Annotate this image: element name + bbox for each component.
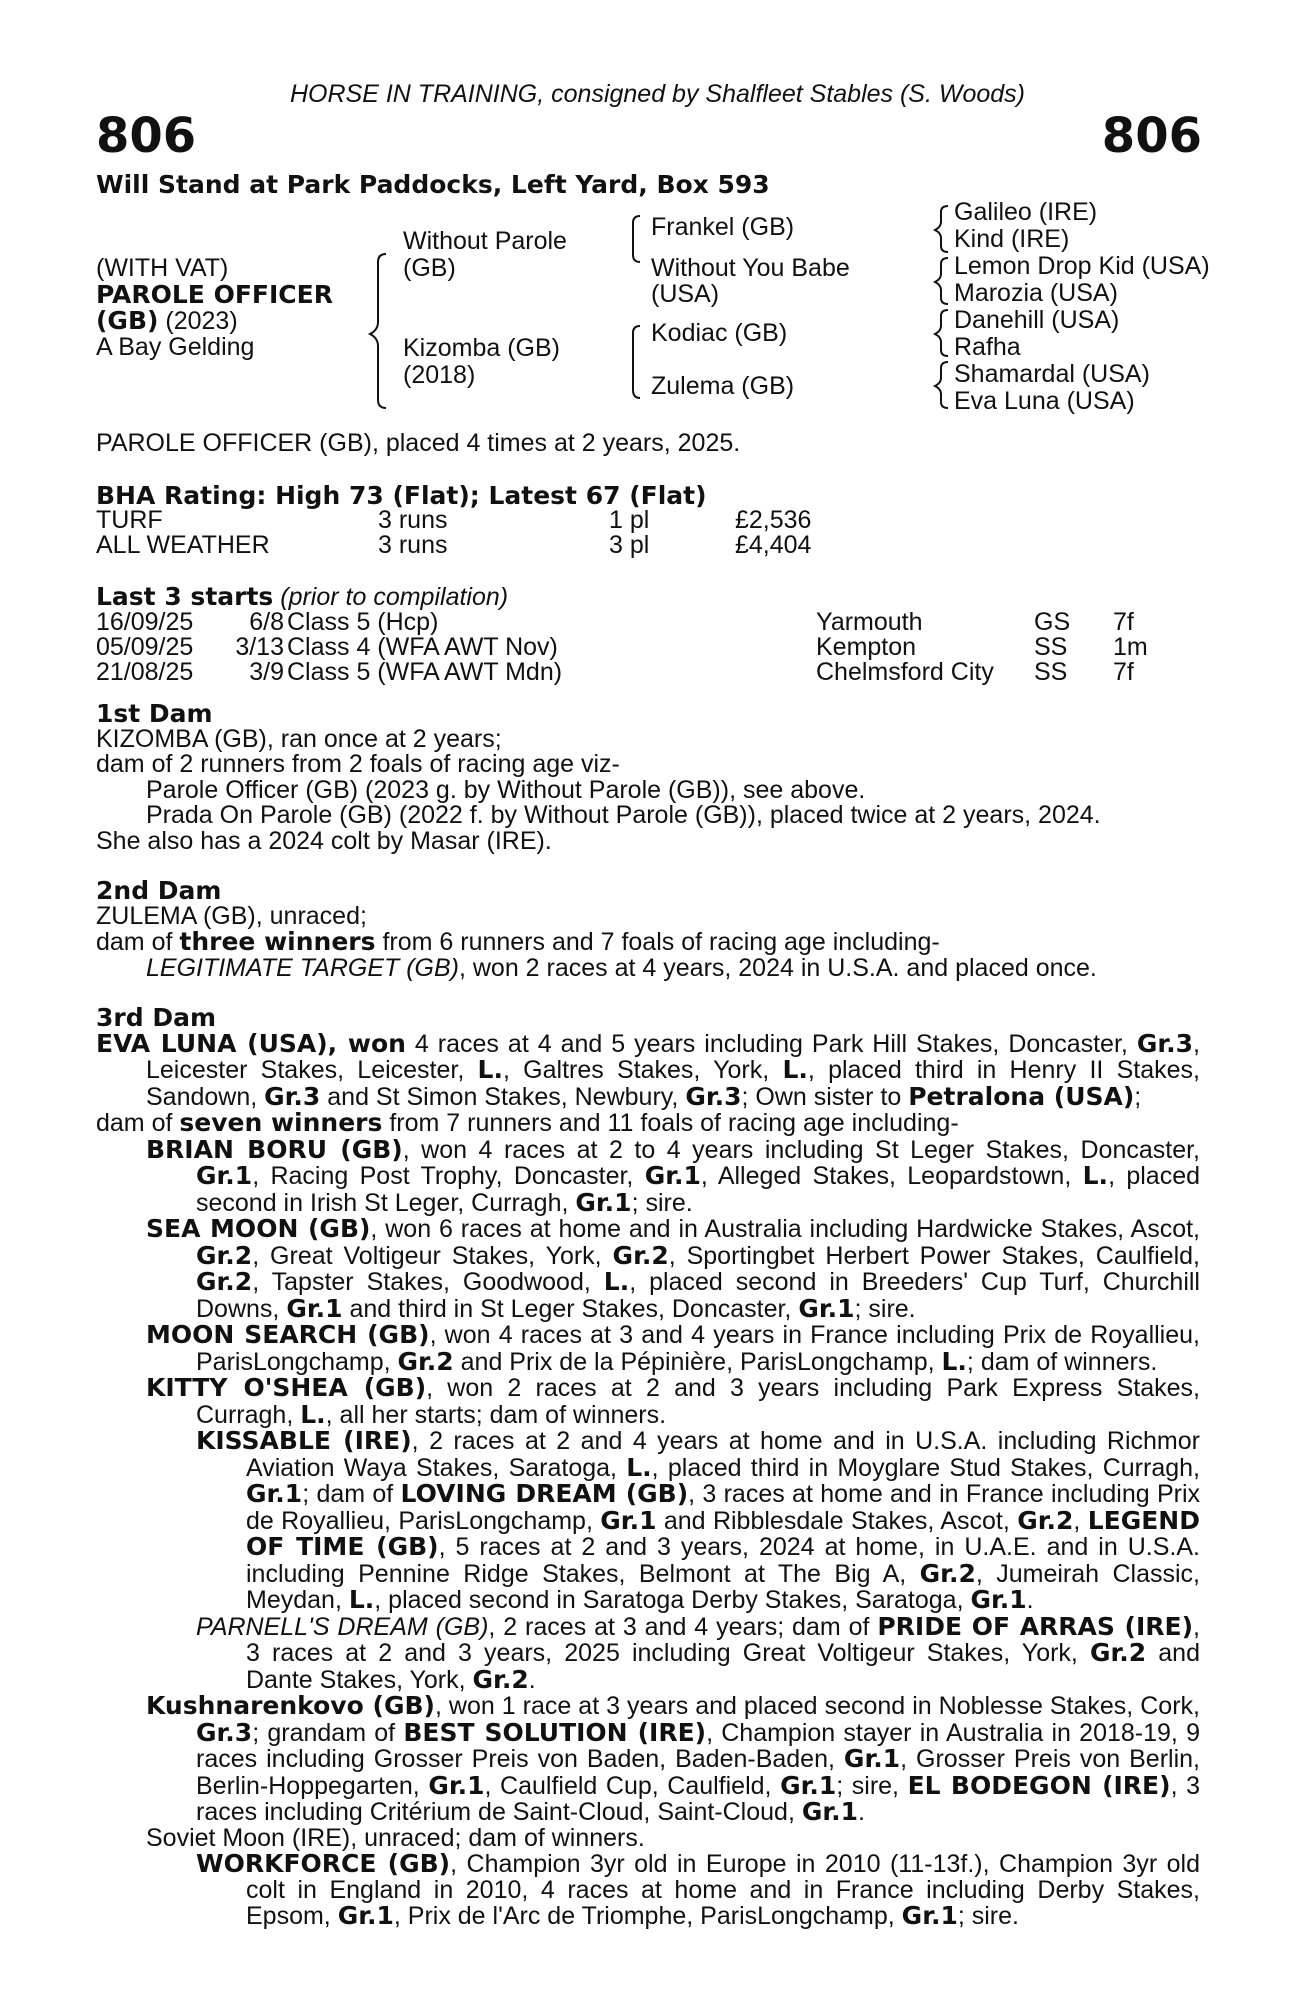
progeny-name: KISSABLE (IRE) bbox=[196, 1426, 412, 1455]
progeny-name: KITTY O'SHEA (GB) bbox=[146, 1373, 427, 1402]
vat-note: (WITH VAT) bbox=[96, 254, 229, 282]
listed: L. bbox=[626, 1452, 652, 1482]
grade: Gr.2 bbox=[919, 1558, 976, 1588]
text: 4 races at 4 and 5 years including Park Hill Stakes, Doncaster, bbox=[405, 1029, 1137, 1058]
text: ; dam of winners. bbox=[966, 1347, 1158, 1376]
start-course-2: Chelmsford City bbox=[816, 658, 994, 686]
grade: Gr.2 bbox=[1089, 1638, 1147, 1667]
text: , 2 races at 2 and 4 years at home and in U.S.A. including Richmor Aviation Waya Stakes, Saratoga, bbox=[246, 1427, 1200, 1482]
rating-earnings-0: £2,536 bbox=[735, 506, 812, 534]
lot-number-right: 806 bbox=[1101, 108, 1202, 164]
text: . bbox=[1026, 1586, 1034, 1614]
text: ; sire. bbox=[631, 1188, 693, 1217]
grade: Gr.1 bbox=[575, 1187, 632, 1217]
text: , Leicester Stakes, Leicester, bbox=[146, 1029, 1200, 1084]
text: dam of bbox=[96, 928, 180, 956]
grade: Gr.3 bbox=[264, 1081, 321, 1111]
bha-rating-title: BHA Rating: High 73 (Flat); Latest 67 (Flat) bbox=[96, 481, 707, 510]
first-dam-line-5: She also has a 2024 colt by Masar (IRE). bbox=[96, 826, 552, 855]
kissable-entry bbox=[96, 1428, 1200, 1614]
text: , won 1 race at 3 years and placed second in Noblesse Stakes, Cork, bbox=[434, 1692, 1200, 1720]
text: , Champion 3yr old in Europe in 2010 (11-13f.), Champion 3yr old colt in England in 2010, 4 races at home and in France including Derby Stakes, Epsom, bbox=[246, 1850, 1200, 1930]
listed: L. bbox=[477, 1055, 503, 1084]
workforce-entry bbox=[96, 1851, 1200, 1930]
pedigree-sss: Galileo (IRE) bbox=[954, 198, 1098, 226]
text: , Galtres Stakes, York, bbox=[502, 1056, 783, 1084]
listed: L. bbox=[782, 1055, 808, 1084]
grade: Gr.1 bbox=[286, 1293, 343, 1323]
location-line: Will Stand at Park Paddocks, Left Yard, Box 593 bbox=[96, 170, 770, 199]
sea-moon-entry bbox=[96, 1216, 1200, 1322]
start-race-1: Class 4 (WFA AWT Nov) bbox=[287, 633, 558, 661]
grade: Gr.3 bbox=[1136, 1028, 1194, 1058]
start-pos-1: 3/13 bbox=[235, 633, 284, 661]
rating-placed-1: 3 pl bbox=[609, 531, 650, 559]
pedigree-dds: Shamardal (USA) bbox=[954, 360, 1150, 388]
start-race-2: Class 5 (WFA AWT Mdn) bbox=[287, 658, 563, 686]
second-dam-section bbox=[96, 878, 1200, 981]
progeny-name: PARNELL'S DREAM (GB) bbox=[196, 1612, 489, 1641]
text: , Tapster Stakes, Goodwood, bbox=[252, 1268, 604, 1296]
start-dist-1: 1m bbox=[1113, 633, 1148, 661]
third-dam-section bbox=[96, 1005, 1200, 1930]
progeny-name: WORKFORCE (GB) bbox=[196, 1849, 451, 1878]
parnells-dream-entry bbox=[96, 1611, 1200, 1694]
listed: L. bbox=[941, 1346, 967, 1376]
start-going-1: SS bbox=[1034, 633, 1068, 661]
sire-line2: (GB) bbox=[403, 254, 456, 282]
dam-name: EVA LUNA (USA) bbox=[96, 1028, 328, 1058]
text: , Sportingbet Herbert Power Stakes, Caulfield, bbox=[668, 1241, 1200, 1270]
text: . bbox=[858, 1798, 865, 1826]
start-pos-2: 3/9 bbox=[249, 658, 284, 686]
progeny-name: BEST SOLUTION (IRE) bbox=[403, 1717, 707, 1747]
text: and Prix de la Pépinière, ParisLongchamp, bbox=[453, 1347, 942, 1376]
consignment-line: HORSE IN TRAINING, consigned by Shalfleet Stables (S. Woods) bbox=[290, 80, 1025, 108]
grade: Gr.1 bbox=[246, 1479, 303, 1508]
grade: Gr.1 bbox=[600, 1505, 657, 1535]
text: , won 2 races at 2 and 3 years including Park Express Stakes, Curragh, bbox=[196, 1374, 1200, 1429]
grade: Gr.1 bbox=[644, 1161, 701, 1190]
start-date-0: 16/09/25 bbox=[96, 608, 194, 636]
dam-dam: Zulema (GB) bbox=[651, 372, 795, 400]
text: , placed second in Saratoga Derby Stakes, Saratoga, bbox=[374, 1586, 971, 1614]
eva-luna-entry bbox=[96, 1028, 1200, 1111]
grade: Gr.2 bbox=[472, 1664, 529, 1694]
text: , 5 races at 2 and 3 years, 2024 at home, in U.A.E. and in U.S.A. including Pennine Ridge Stakes, Belmont at The Big A, bbox=[246, 1533, 1200, 1588]
text: , won 4 races at 3 and 4 years in France including Prix de Royallieu, ParisLongchamp, bbox=[196, 1321, 1200, 1376]
start-dist-2: 7f bbox=[1113, 658, 1134, 686]
grade: Gr.2 bbox=[612, 1240, 669, 1270]
text: ; sire. bbox=[957, 1902, 1019, 1930]
first-dam-line-4: Prada On Parole (GB) (2022 f. by Without Parole (GB)), placed twice at 2 years, 2024. bbox=[146, 801, 1101, 829]
soviet-moon-entry: Soviet Moon (IRE), unraced; dam of winners. bbox=[146, 1823, 645, 1852]
pedigree-sdd: Marozia (USA) bbox=[954, 279, 1118, 307]
text: , placed third in Henry II Stakes, Sandown, bbox=[146, 1056, 1200, 1111]
sire-dam-line2: (USA) bbox=[651, 280, 720, 308]
pedigree-sds: Lemon Drop Kid (USA) bbox=[954, 252, 1210, 280]
text: , all her starts; dam of winners. bbox=[325, 1400, 667, 1429]
text: and Dante Stakes, York, bbox=[246, 1639, 1200, 1694]
third-dam-of bbox=[96, 1110, 1200, 1137]
last-starts-heading: Last 3 starts bbox=[96, 582, 274, 611]
text: , 3 races including Critérium de Saint-Cloud, Saint-Cloud, bbox=[196, 1771, 1200, 1826]
progeny-name: SEA MOON (GB) bbox=[146, 1214, 371, 1243]
first-dam-section bbox=[96, 701, 1200, 854]
text: ; grandam of bbox=[252, 1718, 404, 1747]
text: , won 6 races at home and in Australia including Hardwicke Stakes, Ascot, bbox=[370, 1215, 1200, 1243]
second-dam-line-3 bbox=[96, 953, 1200, 982]
text: , 2 races at 3 and 4 years; dam of bbox=[488, 1612, 878, 1641]
grade: Gr.3 bbox=[196, 1717, 253, 1747]
text: , won 2 races at 4 years, 2024 in U.S.A. and placed once. bbox=[458, 953, 1097, 982]
brian-boru-entry bbox=[96, 1134, 1201, 1217]
start-date-2: 21/08/25 bbox=[96, 658, 194, 686]
grade: Gr.2 bbox=[1017, 1505, 1074, 1535]
sire-line1: Without Parole bbox=[403, 227, 567, 255]
text: from 6 runners and 7 foals of racing age including- bbox=[375, 928, 940, 956]
start-going-2: SS bbox=[1034, 658, 1068, 686]
sire-dam-line1: Without You Babe bbox=[651, 254, 850, 282]
rating-surface-0: TURF bbox=[96, 506, 163, 534]
text: from 7 runners and 11 foals of racing age including- bbox=[382, 1109, 959, 1137]
start-pos-0: 6/8 bbox=[249, 608, 284, 636]
text: , Great Voltigeur Stakes, York, bbox=[252, 1241, 613, 1270]
moon-search-entry bbox=[96, 1322, 1200, 1375]
start-date-1: 05/09/25 bbox=[96, 633, 194, 661]
pedigree-ssd: Kind (IRE) bbox=[954, 225, 1070, 253]
start-course-0: Yarmouth bbox=[816, 608, 923, 636]
last-starts-title bbox=[96, 584, 508, 611]
second-dam-line-1: ZULEMA (GB), unraced; bbox=[96, 901, 367, 930]
won-word: , won bbox=[327, 1028, 406, 1058]
grade: Gr.2 bbox=[397, 1346, 454, 1376]
listed: L. bbox=[300, 1399, 326, 1429]
text: ; bbox=[1134, 1082, 1142, 1111]
rating-surface-1: ALL WEATHER bbox=[96, 531, 270, 559]
rating-runs-0: 3 runs bbox=[378, 506, 448, 534]
pedigree-dsd: Rafha bbox=[954, 333, 1021, 361]
third-dam-title: 3rd Dam bbox=[96, 1003, 216, 1032]
grade: Gr.2 bbox=[196, 1267, 253, 1296]
progeny-name: EL BODEGON (IRE) bbox=[907, 1770, 1171, 1800]
sire-sire: Frankel (GB) bbox=[651, 213, 795, 241]
text: and St Simon Stakes, Newbury, bbox=[320, 1082, 686, 1111]
pedigree-ddd: Eva Luna (USA) bbox=[954, 387, 1135, 415]
grade: Gr.3 bbox=[685, 1081, 742, 1111]
start-course-1: Kempton bbox=[816, 633, 917, 661]
text: ; sire. bbox=[854, 1294, 916, 1323]
text: , won 4 races at 2 to 4 years including St Leger Stakes, Doncaster, bbox=[402, 1135, 1201, 1164]
text: , Grosser Preis von Berlin, Berlin-Hoppegarten, bbox=[196, 1745, 1200, 1800]
text: , Caulfield Cup, Caulfield, bbox=[484, 1771, 781, 1800]
lot-number-left: 806 bbox=[96, 108, 197, 164]
last-starts-note: (prior to compilation) bbox=[273, 583, 509, 611]
text: , bbox=[1073, 1506, 1088, 1535]
sister-name: Petralona (USA) bbox=[908, 1081, 1135, 1111]
kitty-oshea-entry bbox=[96, 1375, 1200, 1428]
text: , Prix de l'Arc de Triomphe, ParisLongchamp, bbox=[393, 1902, 902, 1930]
grade: Gr.1 bbox=[196, 1161, 253, 1190]
grade: Gr.1 bbox=[901, 1901, 958, 1930]
grade: Gr.2 bbox=[196, 1240, 253, 1270]
progeny-name: LEGEND OF TIME (GB) bbox=[246, 1505, 1200, 1561]
horse-origin-code: (GB) bbox=[96, 306, 159, 335]
first-dam-title: 1st Dam bbox=[96, 699, 213, 728]
text: , Jumeirah Classic, Meydan, bbox=[246, 1559, 1201, 1614]
pedigree-dss: Danehill (USA) bbox=[954, 306, 1120, 334]
rating-placed-0: 1 pl bbox=[609, 506, 650, 534]
progeny-name: MOON SEARCH (GB) bbox=[146, 1320, 430, 1349]
winners-count: seven winners bbox=[179, 1108, 383, 1137]
rating-runs-1: 3 runs bbox=[378, 531, 448, 559]
text: ; Own sister to bbox=[741, 1082, 909, 1111]
text: , 3 races at home and in France including Prix de Royallieu, ParisLongchamp, bbox=[246, 1480, 1201, 1535]
listed: L. bbox=[603, 1267, 630, 1296]
grade: Gr.1 bbox=[798, 1293, 855, 1323]
dam-line2: (2018) bbox=[403, 361, 476, 389]
grade: Gr.1 bbox=[970, 1585, 1027, 1614]
text: , 3 races at 2 and 3 years, 2025 including Great Voltigeur Stakes, York, bbox=[246, 1612, 1200, 1667]
kushnarenkovo-entry bbox=[96, 1693, 1200, 1826]
text: , placed second in Breeders' Cup Turf, Churchill Downs, bbox=[196, 1268, 1200, 1323]
progeny-name: LEGITIMATE TARGET (GB) bbox=[146, 953, 459, 982]
dam-line1: Kizomba (GB) bbox=[403, 334, 560, 362]
grade: Gr.1 bbox=[337, 1901, 394, 1930]
text: . bbox=[528, 1665, 536, 1694]
horse-description: A Bay Gelding bbox=[96, 333, 255, 361]
first-dam-line-3: Parole Officer (GB) (2023 g. by Without Parole (GB)), see above. bbox=[146, 775, 866, 804]
text: , placed second in Irish St Leger, Curragh, bbox=[196, 1162, 1201, 1217]
grade: Gr.1 bbox=[801, 1797, 859, 1826]
text: ; dam of bbox=[302, 1480, 401, 1508]
dam-sire: Kodiac (GB) bbox=[651, 319, 788, 347]
progeny-name: BRIAN BORU (GB) bbox=[146, 1134, 403, 1164]
race-summary: PAROLE OFFICER (GB), placed 4 times at 2 years, 2025. bbox=[96, 429, 741, 457]
text: and third in St Leger Stakes, Doncaster, bbox=[342, 1294, 799, 1323]
progeny-name: Kushnarenkovo (GB) bbox=[146, 1691, 435, 1720]
grade: Gr.1 bbox=[843, 1744, 901, 1773]
start-dist-0: 7f bbox=[1113, 608, 1134, 636]
text: , Alleged Stakes, Leopardstown, bbox=[700, 1162, 1083, 1190]
text: , Racing Post Trophy, Doncaster, bbox=[252, 1162, 645, 1190]
grade: Gr.1 bbox=[428, 1770, 485, 1800]
progeny-name: LOVING DREAM (GB) bbox=[400, 1479, 689, 1508]
start-race-0: Class 5 (Hcp) bbox=[287, 608, 439, 636]
text: , placed third in Moyglare Stud Stakes, Curragh, bbox=[651, 1453, 1200, 1482]
listed: L. bbox=[1082, 1161, 1109, 1190]
text: ; sire, bbox=[836, 1771, 908, 1800]
listed: L. bbox=[348, 1585, 375, 1614]
grade: Gr.1 bbox=[780, 1770, 837, 1800]
start-going-0: GS bbox=[1034, 608, 1071, 636]
second-dam-line-2 bbox=[96, 929, 1200, 956]
text: dam of bbox=[96, 1109, 180, 1137]
rating-earnings-1: £4,404 bbox=[735, 531, 812, 559]
text: , Champion stayer in Australia in 2018-19, 9 races including Grosser Preis von Baden, Baden-Baden, bbox=[196, 1718, 1200, 1773]
horse-name: PAROLE OFFICER bbox=[96, 280, 333, 309]
horse-year: (2023) bbox=[158, 307, 238, 335]
text: and Ribblesdale Stakes, Ascot, bbox=[656, 1506, 1018, 1535]
winners-count: three winners bbox=[179, 927, 376, 956]
progeny-name: PRIDE OF ARRAS (IRE) bbox=[877, 1611, 1194, 1641]
second-dam-title: 2nd Dam bbox=[96, 876, 222, 905]
first-dam-line-1: KIZOMBA (GB), ran once at 2 years; bbox=[96, 724, 502, 753]
first-dam-line-2: dam of 2 runners from 2 foals of racing age viz- bbox=[96, 750, 620, 778]
